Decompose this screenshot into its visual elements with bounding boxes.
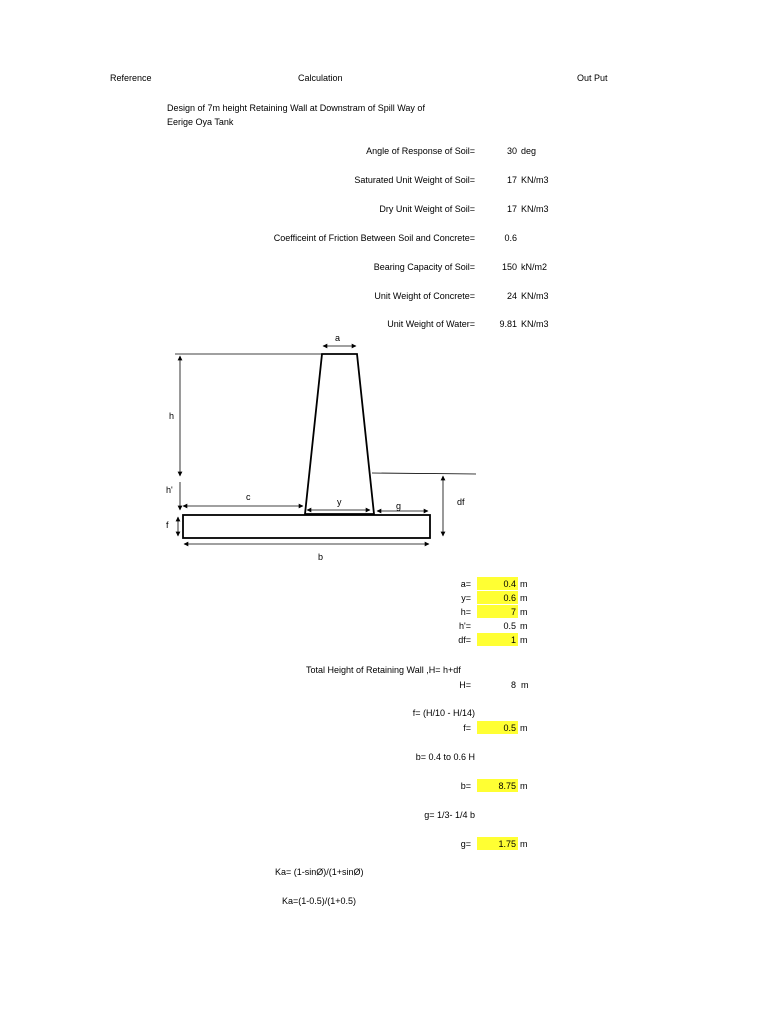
ka-formula-1: Ka= (1-sinØ)/(1+sinØ) (275, 867, 364, 877)
base-label: b= (460, 781, 471, 791)
diagram-label-f: f (166, 520, 169, 530)
header-output: Out Put (577, 73, 608, 83)
property-value: 17 (506, 204, 517, 214)
ground-line (372, 473, 476, 474)
property-label: Saturated Unit Weight of Soil= (354, 175, 475, 185)
property-label: Unit Weight of Water= (387, 319, 475, 329)
property-value: 24 (506, 291, 517, 301)
dim-label: a= (460, 579, 471, 589)
dim-unit: m (520, 607, 528, 617)
property-label: Angle of Response of Soil= (366, 146, 475, 156)
property-value: 9.81 (499, 319, 517, 329)
footing-formula: f= (H/10 - H/14) (412, 708, 475, 718)
footing-label: f= (463, 723, 471, 733)
diagram-label-h: h (169, 411, 175, 421)
property-label: Dry Unit Weight of Soil= (379, 204, 475, 214)
footing-unit: m (520, 723, 528, 733)
toe-unit: m (520, 839, 528, 849)
property-label: Coefficeint of Friction Between Soil and Concrete= (273, 233, 475, 243)
base-slab (183, 515, 430, 538)
property-unit: KN/m3 (521, 319, 549, 329)
diagram-label-a: a (335, 333, 341, 343)
dim-value: 1 (510, 635, 516, 645)
dim-unit: m (520, 579, 528, 589)
title-line-1: Design of 7m height Retaining Wall at Downstram of Spill Way of (167, 103, 425, 113)
total-height-label: H= (459, 680, 471, 690)
diagram-label-h-prime: h' (166, 485, 173, 495)
dim-unit: m (520, 621, 528, 631)
toe-value: 1.75 (498, 839, 516, 849)
property-unit: KN/m3 (521, 291, 549, 301)
total-height-unit: m (521, 680, 529, 690)
property-unit: kN/m2 (521, 262, 548, 272)
base-formula: b= 0.4 to 0.6 H (415, 752, 475, 762)
property-label: Unit Weight of Concrete= (374, 291, 475, 301)
dim-label: h= (460, 607, 471, 617)
dim-value: 0.4 (503, 579, 516, 589)
diagram-label-b: b (318, 552, 324, 562)
property-unit: deg (521, 146, 537, 156)
property-value: 0.6 (504, 233, 517, 243)
property-label: Bearing Capacity of Soil= (373, 262, 475, 272)
property-value: 30 (506, 146, 517, 156)
header-reference: Reference (110, 73, 152, 83)
diagram-label-df: df (457, 497, 465, 507)
ka-formula-2: Ka=(1-0.5)/(1+0.5) (282, 896, 357, 906)
toe-label: g= (460, 839, 471, 849)
wall-stem (305, 354, 374, 514)
dim-label: h'= (459, 621, 471, 631)
total-height-heading: Total Height of Retaining Wall ,H= h+df (306, 665, 461, 675)
property-value: 17 (506, 175, 517, 185)
dim-value: 7 (510, 607, 516, 617)
diagram-label-c: c (246, 492, 251, 502)
diagram-label-y: y (337, 497, 342, 507)
diagram-label-g: g (396, 501, 402, 511)
property-unit: KN/m3 (521, 175, 549, 185)
property-unit: KN/m3 (521, 204, 549, 214)
dim-value: 0.5 (503, 621, 516, 631)
toe-formula: g= 1/3- 1/4 b (424, 810, 475, 820)
title-line-2: Eerige Oya Tank (167, 117, 234, 127)
base-value: 8.75 (498, 781, 516, 791)
property-value: 150 (501, 262, 517, 272)
total-height-value: 8 (510, 680, 516, 690)
dim-label: df= (458, 635, 471, 645)
base-unit: m (520, 781, 528, 791)
header-calculation: Calculation (298, 73, 343, 83)
footing-value: 0.5 (503, 723, 516, 733)
dim-unit: m (520, 635, 528, 645)
dim-label: y= (461, 593, 471, 603)
dim-value: 0.6 (503, 593, 516, 603)
dim-unit: m (520, 593, 528, 603)
